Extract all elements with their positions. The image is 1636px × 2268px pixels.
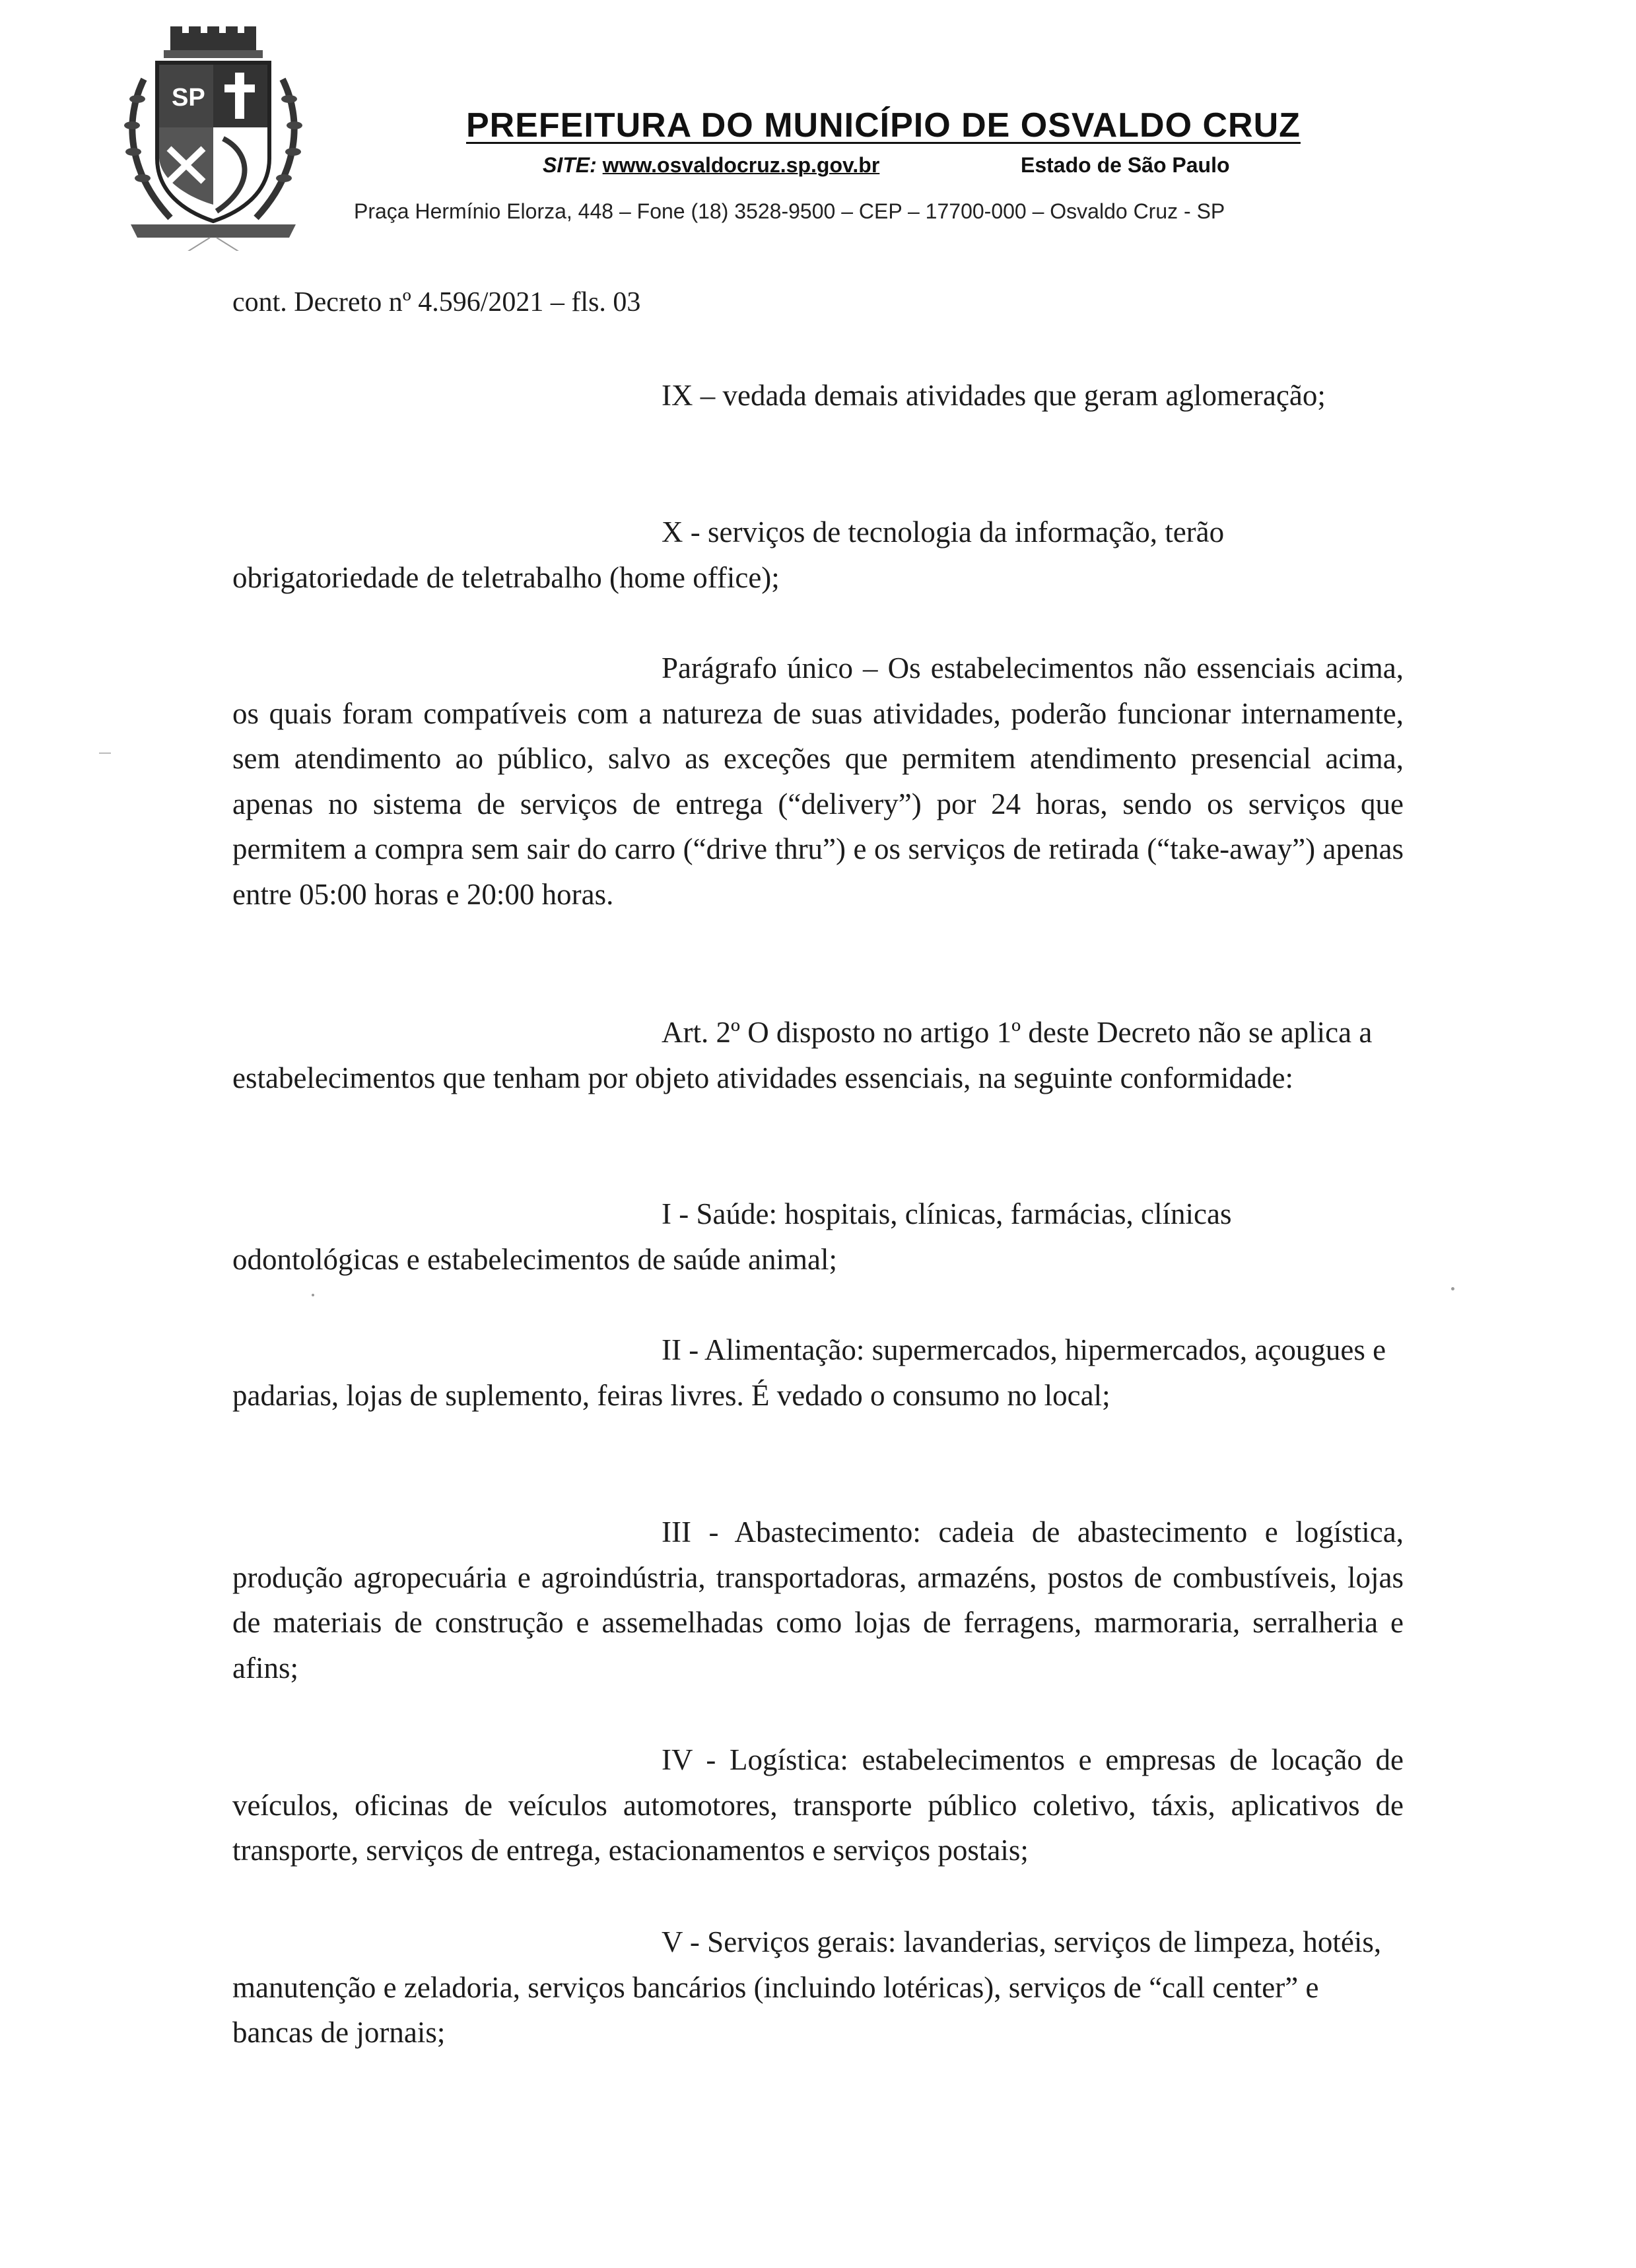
state-label: Estado de São Paulo (1021, 153, 1230, 177)
paragraph-i-saude: I - Saúde: hospitais, clínicas, farmácias, clínicas odontológicas e estabelecimentos de saúde animal; (232, 1197, 1232, 1276)
svg-text:SP: SP (172, 84, 205, 112)
municipality-title: PREFEITURA DO MUNICÍPIO DE OSVALDO CRUZ (466, 106, 1301, 145)
paragraph-x: X - serviços de tecnologia da informação, terão obrigatoriedade de teletrabalho (home office); (232, 516, 1225, 594)
paragraph-art-2: Art. 2º O disposto no artigo 1º deste Decreto não se aplica a estabelecimentos que tenham por objeto atividades essenciais, na seguinte conformidade: (232, 1016, 1373, 1094)
site-line (543, 153, 879, 178)
paragraph-iv-logistica: IV - Logística: estabelecimentos e empresas de locação de veículos, oficinas de veículos automotores, transporte público coletivo, táxis, aplicativos de transporte, serviços de entrega, estacionamentos e serviços postais; (232, 1743, 1404, 1867)
site-label: SITE: (543, 153, 597, 177)
decree-reference: cont. Decreto nº 4.596/2021 – fls. 03 (232, 287, 641, 317)
paragraph-ix: IX – vedada demais atividades que geram aglomeração; (662, 379, 1326, 412)
coat-of-arms-icon (118, 26, 309, 251)
address-line: Praça Hermínio Elorza, 448 – Fone (18) 3528-9500 – CEP – 17700-000 – Osvaldo Cruz - SP (354, 199, 1225, 223)
paragraph-unico: Parágrafo único – Os estabelecimentos não essenciais acima, os quais foram compatíveis com a natureza de suas atividades, poderão funcionar internamente, sem atendimento ao público, salvo as exceções que permitem atendimento presencial acima, apenas no sistema de serviços de entrega (“delivery”) por 24 horas, sendo os serviços que permitem a compra sem sair do carro (“drive thru”) e os serviços de retirada (“take-away”) apenas entre 05:00 horas e 20:00 horas. (232, 651, 1404, 911)
scan-speck (312, 1294, 314, 1296)
paragraph-iii-abastecimento: III - Abastecimento: cadeia de abastecimento e logística, produção agropecuária e agroindústria, transportadoras, armazéns, postos de combustíveis, lojas de materiais de construção e assemelhadas como lojas de ferragens, marmoraria, serralheria e afins; (232, 1516, 1404, 1684)
paragraph-ii-alimentacao: II - Alimentação: supermercados, hipermercados, açougues e padarias, lojas de suplemento, feiras livres. É vedado o consumo no local; (232, 1333, 1386, 1412)
paragraph-v-servicos-gerais: V - Serviços gerais: lavanderias, serviços de limpeza, hotéis, manutenção e zeladoria, serviços bancários (incluindo lotéricas), serviços de “call center” e bancas de jornais; (232, 1925, 1382, 2050)
site-url[interactable]: www.osvaldocruz.sp.gov.br (602, 153, 880, 177)
scan-mark (99, 752, 111, 754)
scan-speck (1451, 1287, 1454, 1290)
